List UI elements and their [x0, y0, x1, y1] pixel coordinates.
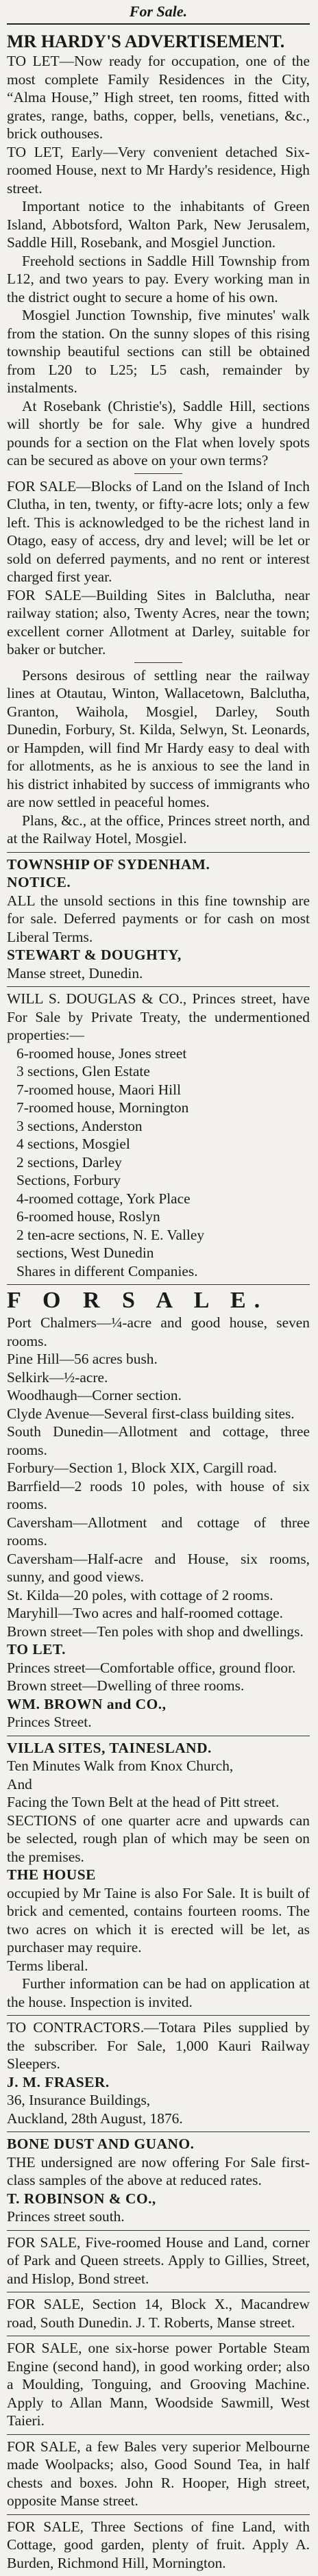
classified-ad — [7, 2435, 310, 2515]
classified-ad — [7, 2292, 310, 2336]
ad-paragraph: FOR SALE—Building Sites in Balclutha, near railway station; also, Twenty Acres, near the town; excellent corner Allotment at Darley, suitable for baker or butcher. — [7, 586, 310, 659]
ad-subtitle: NOTICE. — [7, 873, 310, 892]
ad-paragraph: Mosgiel Junction Township, five minutes' walk from the station. On the sunny slopes of this rising township beautiful sections can still be obtained from L20 to L25; L5 cash, remainder by instalments. — [7, 306, 310, 397]
ad-paragraph: ALL the unsold sections in this fine township are for sale. Deferred payments or for cash on most Liberal Terms. — [7, 892, 310, 947]
ad-paragraph: Persons desirous of settling near the railway lines at Otautau, Winton, Wallacetown, Balclutha, Granton, Waihola, Mosgiel, Darley, South Dunedin, Forbury, St. Kilda, Selwyn, St. Leonards, or Hampden, will find Mr Hardy easy to deal with for allotments, as he is anxious to see the land in his district inhabited by success of immigrants who are now settled in peaceful homes. — [7, 666, 310, 812]
ad-paragraph: FOR SALE, Three Sections of fine Land, with Cottage, good garden, plenty of fruit. Apply A. Burden, Richmond Hill, Mornington. — [7, 2518, 310, 2573]
list-item: 4-roomed cottage, York Place — [7, 1190, 310, 1208]
ad-title: F O R S A L E. — [7, 1288, 310, 1314]
ad-subtitle: TO LET. — [7, 1640, 310, 1659]
list-item: Barrfield—2 roods 10 poles, with house of six rooms. — [7, 1477, 310, 1514]
list-item: Caversham—Allotment and cottage of three rooms. — [7, 1514, 310, 1550]
ad-subtitle: THE HOUSE — [7, 1866, 310, 1884]
brown-advertisement — [7, 1285, 310, 1736]
list-item: 3 sections, Glen Estate — [7, 1062, 310, 1081]
list-item: 3 sections, Anderston — [7, 1117, 310, 1136]
ad-signer: T. ROBINSON & CO., — [7, 2190, 310, 2208]
list-item: Shares in different Companies. — [7, 1262, 310, 1281]
list-item: 4 sections, Mosgiel — [7, 1135, 310, 1153]
ad-title: MR HARDY'S ADVERTISEMENT. — [7, 32, 310, 52]
ad-address: Manse street, Dunedin. — [7, 964, 310, 983]
list-item: Brown street—Ten poles with shop and dwellings. — [7, 1623, 310, 1641]
ad-paragraph: FOR SALE, a few Bales very superior Melbourne made Woolpacks; also, Good Sound Tea, in half chests and boxes. John R. Hooper, High street, opposite Manse street. — [7, 2438, 310, 2510]
list-item: 2 sections, Darley — [7, 1153, 310, 1172]
hardy-advertisement — [7, 29, 310, 853]
divider — [134, 662, 182, 663]
ad-date: Auckland, 28th August, 1876. — [7, 2110, 310, 2128]
list-item: 2 ten-acre sections, N. E. Valley — [7, 1226, 310, 1245]
list-item: Forbury—Section 1, Block XIX, Cargill road. — [7, 1459, 310, 1477]
sydenham-advertisement — [7, 853, 310, 988]
ad-signer: WM. BROWN and CO., — [7, 1695, 310, 1714]
list-item: 6-roomed house, Roslyn — [7, 1208, 310, 1226]
ad-paragraph: Freehold sections in Saddle Hill Township from L12, and two years to pay. Every working man in the district ought to secure a home of his own. — [7, 252, 310, 307]
ad-paragraph: TO CONTRACTORS.—Totara Piles supplied by the subscriber. For Sale, 1,000 Kauri Railway Sleepers. — [7, 2018, 310, 2073]
list-item: 7-roomed house, Mornington — [7, 1099, 310, 1117]
ad-paragraph: FOR SALE, Section 14, Block X., Macandrew road, South Dunedin. J. T. Roberts, Manse street. — [7, 2295, 310, 2331]
ad-paragraph: SECTIONS of one quarter acre and upwards can be selected, rough plan of which may be seen on the premises. — [7, 1812, 310, 1866]
taineslands-advertisement — [7, 1736, 310, 2016]
ad-paragraph: FOR SALE—Blocks of Land on the Island of Inch Clutha, in ten, twenty, or fifty-acre lots; only a few left. This is acknowledged to be the richest land in Otago, easy of access, dry and level; will be let or sold on deferred payments, and no rent or interest charged first year. — [7, 477, 310, 586]
ad-paragraph: Important notice to the inhabitants of Green Island, Abbotsford, Walton Park, New Jerusalem, Saddle Hill, Rosebank, and Mosgiel Junction. — [7, 197, 310, 252]
ad-paragraph: FOR SALE, one six-horse power Portable Steam Engine (second hand), in good working order; also a Moulding, Tonguing, and Grooving Machine. Apply to Allan Mann, Woodside Sawmill, West Taieri. — [7, 2339, 310, 2430]
list-item: sections, West Dunedin — [7, 1244, 310, 1262]
ad-paragraph: Terms liberal. — [7, 1957, 310, 1975]
classified-ad — [7, 2515, 310, 2576]
ad-address: 36, Insurance Buildings, — [7, 2091, 310, 2110]
ad-paragraph: occupied by Mr Taine is also For Sale. It is built of brick and cemented, contains fourteen rooms. The two acres on which it is erected will be let, as purchaser may require. — [7, 1884, 310, 1957]
list-item: Woodhaugh—Corner section. — [7, 1386, 310, 1405]
ad-address: Princes Street. — [7, 1713, 310, 1731]
ad-title: BONE DUST AND GUANO. — [7, 2135, 310, 2153]
ad-signer: STEWART & DOUGHTY, — [7, 946, 310, 964]
list-item: Sections, Forbury — [7, 1171, 310, 1190]
ad-address: Princes street south. — [7, 2208, 310, 2226]
ad-title: VILLA SITES, TAINESLAND. — [7, 1739, 310, 1758]
divider — [134, 473, 182, 474]
classified-ad — [7, 2231, 310, 2293]
ad-paragraph: TO LET, Early—Very convenient detached Six-roomed House, next to Mr Hardy's residence, High street. — [7, 143, 310, 198]
ad-paragraph: THE undersigned are now offering For Sale first-class samples of the above at reduced rates. — [7, 2153, 310, 2190]
list-item: Maryhill—Two acres and half-roomed cottage. — [7, 1604, 310, 1623]
column-header: For Sale. — [7, 4, 310, 25]
list-item: Brown street—Dwelling of three rooms. — [7, 1677, 310, 1695]
ad-paragraph: Ten Minutes Walk from Knox Church, — [7, 1757, 310, 1775]
ad-paragraph: Further information can be had on application at the house. Inspection is invited. — [7, 1975, 310, 2011]
classified-ad — [7, 2336, 310, 2435]
list-item: Princes street—Comfortable office, ground floor. — [7, 1659, 310, 1677]
ad-paragraph: TO LET—Now ready for occupation, one of the most complete Family Residences in the City, “Alma House,” High street, ten rooms, fitted with grates, range, baths, copper, bells, venetians, &c., brick outhouses. — [7, 52, 310, 143]
list-item: Pine Hill—56 acres bush. — [7, 1350, 310, 1368]
list-item: St. Kilda—20 poles, with cottage of 2 rooms. — [7, 1586, 310, 1605]
ad-paragraph: FOR SALE, Five-roomed House and Land, corner of Park and Queen streets. Apply to Gillies, Street, and Hislop, Bond street. — [7, 2234, 310, 2288]
douglas-advertisement — [7, 987, 310, 1285]
list-item: 7-roomed house, Maori Hill — [7, 1081, 310, 1099]
ad-signer: J. M. FRASER. — [7, 2073, 310, 2092]
ad-paragraph: At Rosebank (Christie's), Saddle Hill, sections will shortly be for sale. Why give a hundred pounds for a section on the Flat when lovely spots can be secured as above on your own terms? — [7, 397, 310, 470]
list-item: South Dunedin—Allotment and cottage, three rooms. — [7, 1423, 310, 1459]
ad-paragraph: Facing the Town Belt at the head of Pitt street. — [7, 1793, 310, 1812]
bone-dust-advertisement — [7, 2132, 310, 2231]
list-item: Selkirk—½-acre. — [7, 1368, 310, 1387]
ad-paragraph: Plans, &c., at the office, Princes street north, and at the Railway Hotel, Mosgiel. — [7, 812, 310, 848]
ad-paragraph: And — [7, 1775, 310, 1794]
ad-paragraph: WILL S. DOUGLAS & CO., Princes street, have For Sale by Private Treaty, the undermentioned properties:— — [7, 990, 310, 1045]
ad-title: TOWNSHIP OF SYDENHAM. — [7, 855, 310, 874]
fraser-advertisement — [7, 2016, 310, 2132]
list-item: Port Chalmers—¼-acre and good house, seven rooms. — [7, 1314, 310, 1350]
list-item: Caversham—Half-acre and House, six rooms, sunny, and good views. — [7, 1550, 310, 1586]
list-item: Clyde Avenue—Several first-class building sites. — [7, 1405, 310, 1423]
list-item: 6-roomed house, Jones street — [7, 1045, 310, 1063]
